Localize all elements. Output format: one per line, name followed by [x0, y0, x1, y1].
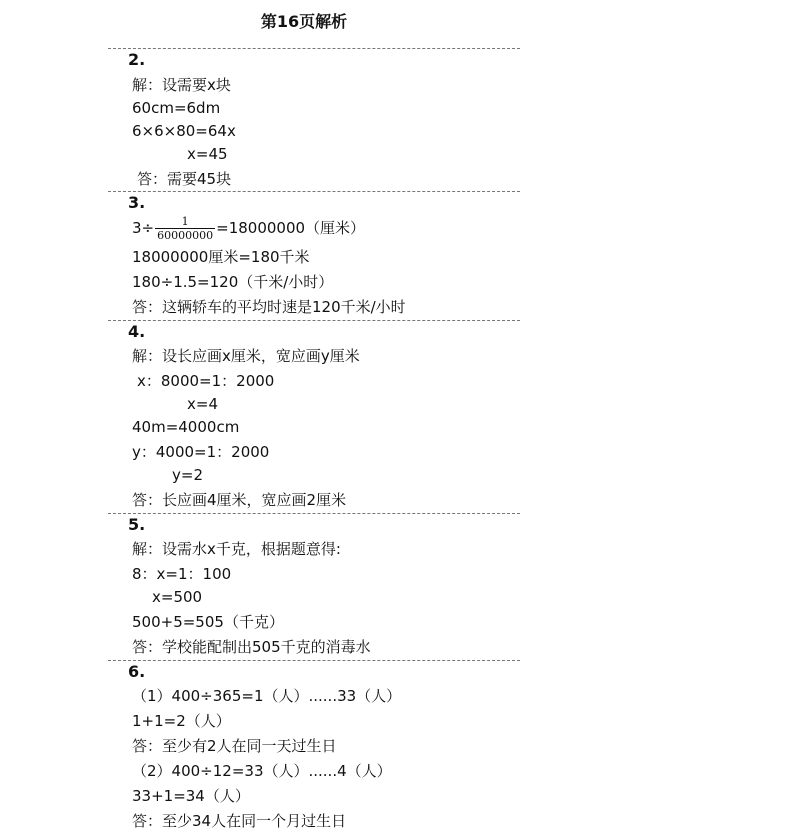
q4-line-1: 解：设长应画x厘米，宽应画y厘米 — [132, 347, 360, 365]
question-number-2: 2. — [128, 50, 146, 69]
fraction-numerator: 1 — [155, 215, 215, 229]
section-divider — [108, 48, 520, 49]
q6-answer-2: 答：至少34人在同一个月过生日 — [132, 812, 347, 830]
q4-line-3: x=4 — [187, 395, 218, 413]
section-divider — [108, 320, 520, 321]
question-number-3: 3. — [128, 193, 146, 212]
q2-answer: 答：需要45块 — [137, 170, 232, 188]
question-number-4: 4. — [128, 322, 146, 341]
question-number-6: 6. — [128, 662, 146, 681]
q4-line-2: x：8000=1：2000 — [137, 372, 275, 390]
q4-answer: 答：长应画4厘米，宽应画2厘米 — [132, 491, 347, 509]
q5-line-4: 500+5=505（千克） — [132, 613, 284, 631]
q3-answer: 答：这辆轿车的平均时速是120千米/小时 — [132, 298, 406, 316]
q5-answer: 答：学校能配制出505千克的消毒水 — [132, 638, 371, 656]
q5-line-3: x=500 — [152, 588, 203, 606]
fraction — [155, 215, 215, 242]
q2-line-2: 60cm=6dm — [132, 99, 221, 117]
q3-line-1-prefix: 3÷ — [132, 219, 155, 237]
q4-line-6: y=2 — [172, 466, 203, 484]
section-divider — [108, 513, 520, 514]
q2-line-3: 6×6×80=64x — [132, 122, 236, 140]
q3-line-3: 180÷1.5=120（千米/小时） — [132, 273, 334, 291]
fraction-denominator: 60000000 — [157, 229, 214, 242]
section-divider — [108, 191, 520, 192]
q3-line-2: 18000000厘米=180千米 — [132, 248, 310, 266]
q6-answer-1: 答：至少有2人在同一天过生日 — [132, 737, 337, 755]
q3-line-1 — [132, 214, 365, 242]
q2-line-4: x=45 — [187, 145, 228, 163]
q2-line-1: 解：设需要x块 — [132, 76, 231, 94]
page-title: 第16页解析 — [260, 12, 348, 31]
q3-line-1-suffix: =18000000（厘米） — [216, 219, 366, 237]
q4-line-5: y：4000=1：2000 — [132, 443, 270, 461]
question-number-5: 5. — [128, 515, 146, 534]
q6-line-1: （1）400÷365=1（人）......33（人） — [132, 687, 402, 705]
q5-line-1: 解：设需水x千克，根据题意得: — [132, 540, 341, 558]
q4-line-4: 40m=4000cm — [132, 418, 240, 436]
q5-line-2: 8：x=1：100 — [132, 565, 232, 583]
q6-line-5: 33+1=34（人） — [132, 787, 250, 805]
q6-line-4: （2）400÷12=33（人）......4（人） — [132, 762, 392, 780]
section-divider — [108, 660, 520, 661]
q6-line-2: 1+1=2（人） — [132, 712, 231, 730]
